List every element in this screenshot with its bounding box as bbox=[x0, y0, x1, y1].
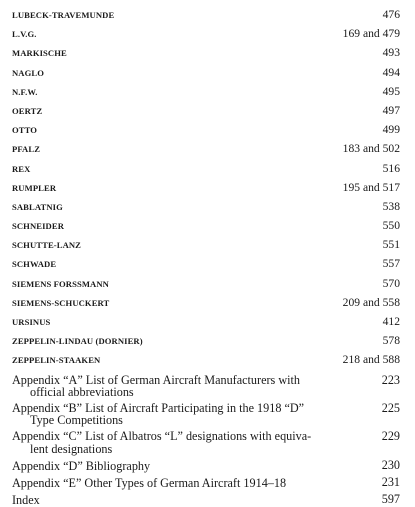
entry-page: 550 bbox=[382, 219, 400, 233]
list-item bbox=[12, 46, 400, 65]
entry-name: L.V.G. bbox=[12, 29, 37, 40]
index-title: Index bbox=[12, 493, 40, 507]
list-item bbox=[12, 296, 400, 315]
list-item bbox=[12, 200, 400, 219]
list-item bbox=[12, 66, 400, 85]
appendix-title bbox=[12, 430, 372, 455]
entry-page: 494 bbox=[382, 65, 400, 79]
list-item bbox=[12, 123, 400, 142]
entry-page: 497 bbox=[382, 103, 400, 117]
entry-page: 493 bbox=[382, 46, 400, 60]
entry-name: MARKISCHE bbox=[12, 48, 67, 59]
entry-name: SCHUTTE-LANZ bbox=[12, 240, 82, 251]
appendix-item bbox=[12, 476, 400, 490]
entry-page: 195 and 517 bbox=[342, 180, 400, 194]
list-item bbox=[12, 8, 400, 27]
entry-page: 412 bbox=[382, 315, 400, 328]
entry-page: 183 and 502 bbox=[342, 142, 400, 156]
appendix-title bbox=[12, 374, 372, 399]
entry-page: 495 bbox=[382, 84, 400, 98]
appendix-item bbox=[12, 374, 400, 399]
entry-name: REX bbox=[12, 163, 31, 174]
entry-page: 476 bbox=[382, 8, 400, 21]
list-item bbox=[12, 104, 400, 123]
appendix-title-line1: Appendix “C” List of Albatros “L” designations with equiva- bbox=[12, 428, 312, 443]
list-item bbox=[12, 181, 400, 200]
index-item bbox=[12, 493, 400, 507]
appendix-title: Appendix “E” Other Types of German Aircraft 1914–18 bbox=[12, 476, 287, 491]
appendix-title-line2: official abbreviations bbox=[30, 385, 134, 400]
entry-name: ZEPPELIN-STAAKEN bbox=[12, 355, 101, 366]
list-item bbox=[12, 277, 400, 296]
entry-name: SABLATNIG bbox=[12, 201, 63, 212]
appendix-list bbox=[12, 374, 400, 507]
list-item bbox=[12, 315, 400, 334]
entry-page: 557 bbox=[382, 257, 400, 271]
appendix-title-line2: Type Competitions bbox=[30, 413, 123, 428]
entry-page: 538 bbox=[382, 199, 400, 213]
entry-name: ZEPPELIN-LINDAU (DORNIER) bbox=[12, 336, 143, 347]
index-page: 597 bbox=[381, 492, 400, 507]
appendix-page: 230 bbox=[381, 458, 400, 473]
appendix-page: 225 bbox=[381, 400, 400, 415]
entry-name: OTTO bbox=[12, 125, 38, 136]
entry-page: 209 and 558 bbox=[342, 295, 400, 309]
manufacturer-list bbox=[12, 8, 400, 373]
list-item bbox=[12, 257, 400, 276]
entry-name: LUBECK-TRAVEMUNDE bbox=[12, 10, 115, 20]
list-item bbox=[12, 142, 400, 161]
entry-name: N.F.W. bbox=[12, 86, 38, 97]
list-item bbox=[12, 85, 400, 104]
entry-name: PFALZ bbox=[12, 144, 41, 155]
appendix-page: 223 bbox=[381, 372, 400, 387]
list-item bbox=[12, 27, 400, 46]
entry-page: 551 bbox=[382, 238, 400, 252]
appendix-title-line2: lent designations bbox=[30, 441, 113, 456]
appendix-title-line1: Appendix “A” List of German Aircraft Manufacturers with bbox=[12, 372, 301, 387]
appendix-title-line1: Appendix “B” List of Aircraft Participating in the 1918 “D” bbox=[12, 400, 305, 415]
entry-page: 578 bbox=[382, 334, 400, 348]
entry-name: SIEMENS FORSSMANN bbox=[12, 278, 109, 289]
appendix-title: Appendix “D” Bibliography bbox=[12, 459, 151, 474]
entry-name: SCHWADE bbox=[12, 259, 57, 270]
appendix-page: 229 bbox=[381, 428, 400, 443]
entry-page: 218 and 588 bbox=[342, 353, 400, 367]
appendix-page: 231 bbox=[381, 475, 400, 490]
entry-name: SCHNEIDER bbox=[12, 221, 64, 232]
entry-name: SIEMENS-SCHUCKERT bbox=[12, 297, 110, 308]
entry-page: 169 and 479 bbox=[342, 27, 400, 41]
contents-page bbox=[12, 8, 400, 507]
entry-name: RUMPLER bbox=[12, 182, 57, 193]
entry-name: URSINUS bbox=[12, 317, 51, 327]
appendix-item bbox=[12, 459, 400, 473]
entry-page: 570 bbox=[382, 276, 400, 290]
list-item bbox=[12, 162, 400, 181]
entry-name: NAGLO bbox=[12, 67, 45, 78]
appendix-title bbox=[12, 402, 372, 427]
list-item bbox=[12, 353, 400, 372]
list-item bbox=[12, 238, 400, 257]
list-item bbox=[12, 334, 400, 353]
appendix-item bbox=[12, 402, 400, 427]
appendix-item bbox=[12, 430, 400, 455]
list-item bbox=[12, 219, 400, 238]
entry-page: 499 bbox=[382, 123, 400, 137]
entry-page: 516 bbox=[382, 161, 400, 175]
entry-name: OERTZ bbox=[12, 105, 43, 116]
